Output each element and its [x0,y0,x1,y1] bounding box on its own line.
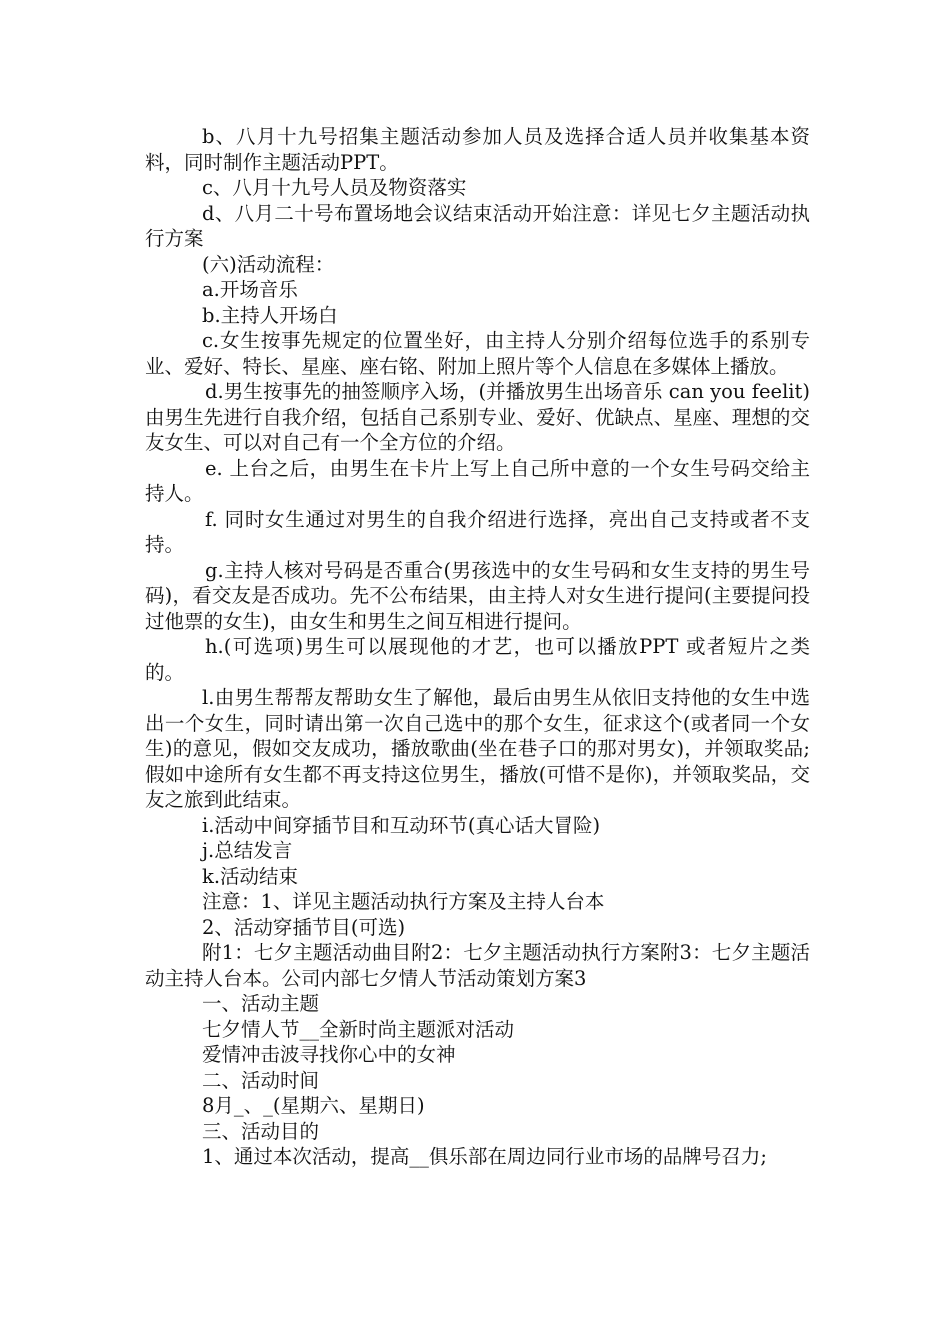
document-body [145,124,810,1170]
section-heading-process: (六)活动流程： [202,252,335,276]
step-c: c.女生按事先规定的位置坐好，由主持人分别介绍每位选手的系别专业、爱好、特长、星座、座右铭、附加上照片等个人信息在多媒体上播放。 [145,329,810,378]
paragraph-d-venue: d、八月二十号布置场地会议结束活动开始注意：详见七夕主题活动执行方案 [145,201,810,250]
step-d: d.男生按事先的抽签顺序入场，(并播放男生出场音乐 can you feelit)由男生先进行自我介绍，包括自己系别专业、爱好、优缺点、星座、理想的交友女生、可以对自己有一个全方位的介绍。 [145,380,810,454]
step-g: g.主持人核对号码是否重合(男孩选中的女生号码和女生支持的男生号码)，看交友是否成功。先不公布结果，由主持人对女生进行提问(主要提问投过他票的女生)，由女生和男生之间互相进行提问。 [145,558,810,633]
step-k: k.活动结束 [202,864,299,888]
note-2: 2、活动穿插节目(可选) [202,915,406,939]
step-l: l.由男生帮帮友帮助女生了解他，最后由男生从依旧支持他的女生中选出一个女生，同时请出第一次自己选中的那个女生，征求这个(或者同一个女生)的意见，假如交友成功，播放歌曲(坐在巷子口的那对男女)，并领取奖品;假如中途所有女生都不再支持这位男生，播放(可惜不是你)，并领取奖品，交友之旅到此结束。 [145,686,810,811]
step-a: a.开场音乐 [202,278,298,301]
step-h: h.(可选项)男生可以展现他的才艺，也可以播放PPT 或者短片之类的。 [145,635,810,684]
appendix-paragraph: 附1：七夕主题活动曲目附2：七夕主题活动执行方案附3：七夕主题活动主持人台本。公司内部七夕情人节活动策划方案3 [145,941,810,990]
step-b: b.主持人开场白 [202,303,338,327]
step-f: f. 同时女生通过对男生的自我介绍进行选择，亮出自己支持或者不支持。 [145,507,810,556]
heading-time: 二、活动时间 [202,1068,320,1092]
step-i: i.活动中间穿插节目和互动环节(真心话大冒险) [202,813,601,837]
note-1: 注意：1、详见主题活动执行方案及主持人台本 [202,890,605,913]
theme-line-1: 七夕情人节__全新时尚主题派对活动 [202,1017,515,1041]
step-j: j.总结发言 [202,839,293,862]
heading-purpose: 三、活动目的 [202,1119,320,1143]
heading-theme: 一、活动主题 [202,992,320,1015]
theme-line-2: 爱情冲击波寻找你心中的女神 [202,1043,456,1066]
paragraph-b-recruit: b、八月十九号招集主题活动参加人员及选择合适人员并收集基本资料，同时制作主题活动PPT。 [145,125,810,174]
paragraph-c-logistics: c、八月十九号人员及物资落实 [202,176,467,199]
step-e: e. 上台之后，由男生在卡片上写上自己所中意的一个女生号码交给主持人。 [145,456,810,505]
purpose-1: 1、通过本次活动，提高__俱乐部在周边同行业市场的品牌号召力; [202,1145,767,1168]
time-line: 8月_、_(星期六、星期日) [202,1094,425,1117]
